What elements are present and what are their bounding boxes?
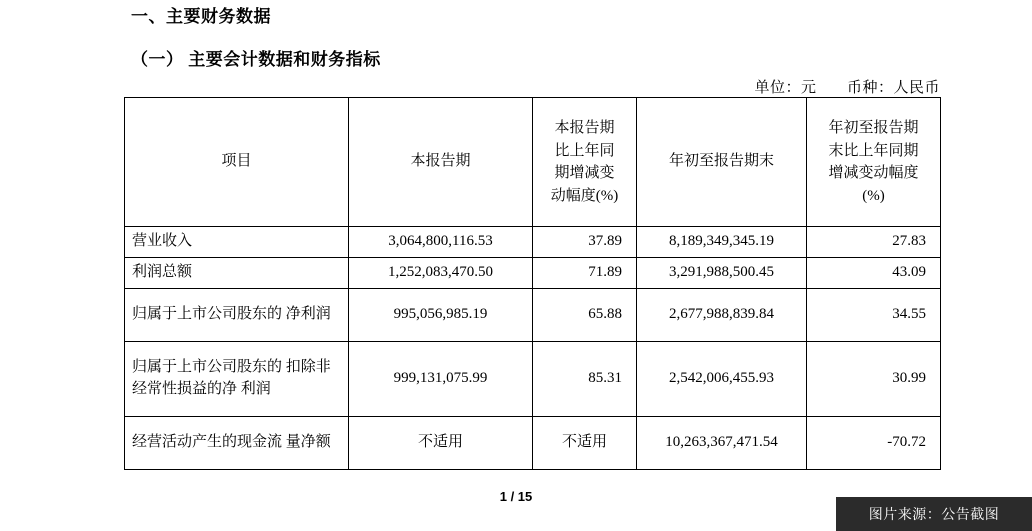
row-current-period: 不适用	[349, 417, 533, 470]
page-number: 1 / 15	[499, 489, 533, 504]
row-ytd: 10,263,367,471.54	[637, 417, 807, 470]
row-current-period-change: 85.31	[533, 342, 637, 417]
header-line: 动幅度(%)	[550, 187, 619, 204]
section-subtitle: （一） 主要会计数据和财务指标	[131, 50, 381, 69]
row-current-period-change: 不适用	[533, 417, 637, 470]
row-current-period: 1,252,083,470.50	[349, 258, 533, 289]
row-item-label	[125, 417, 349, 470]
row-item-line: 归属于上市公司股东的	[132, 306, 283, 323]
row-ytd-change: 27.83	[807, 227, 941, 258]
row-current-period: 995,056,985.19	[349, 289, 533, 342]
row-current-period-change: 65.88	[533, 289, 637, 342]
row-item-line: 营业收入	[132, 233, 193, 250]
header-line: 末比上年同期	[828, 142, 919, 159]
row-ytd: 8,189,349,345.19	[637, 227, 807, 258]
row-item-line: 经营活动产生的现金流	[132, 434, 283, 451]
table-row	[125, 258, 941, 289]
row-current-period: 999,131,075.99	[349, 342, 533, 417]
row-item-line: 净利润	[285, 306, 331, 323]
row-ytd: 2,677,988,839.84	[637, 289, 807, 342]
row-current-period: 3,064,800,116.53	[349, 227, 533, 258]
table-row	[125, 417, 941, 470]
table-row	[125, 227, 941, 258]
row-item-label	[125, 289, 349, 342]
header-line: 年初至报告期	[828, 120, 919, 136]
table-header-row	[125, 98, 941, 227]
unit-currency-line	[754, 76, 940, 97]
header-line: 本报告期	[554, 120, 615, 136]
row-item-label	[125, 342, 349, 417]
row-item-line: 利润	[240, 381, 271, 397]
header-ytd-change	[807, 98, 941, 227]
row-current-period-change: 71.89	[533, 258, 637, 289]
header-current-period: 本报告期	[349, 98, 533, 227]
row-item-line: 利润总额	[132, 264, 193, 281]
header-item: 项目	[125, 98, 349, 227]
page-title: 一、主要财务数据	[131, 7, 271, 26]
table-row	[125, 289, 941, 342]
header-line: (%)	[862, 187, 885, 204]
header-line: 期增减变	[554, 165, 615, 181]
row-item-label	[125, 258, 349, 289]
header-ytd: 年初至报告期末	[637, 98, 807, 227]
row-current-period-change: 37.89	[533, 227, 637, 258]
row-ytd: 3,291,988,500.45	[637, 258, 807, 289]
row-item-label	[125, 227, 349, 258]
row-item-line: 归属于上市公司股东的	[132, 359, 283, 376]
source-badge: 图片来源：公告截图	[836, 497, 1032, 531]
row-ytd: 2,542,006,455.93	[637, 342, 807, 417]
header-line: 比上年同	[554, 142, 615, 159]
financial-data-table	[124, 97, 941, 470]
row-ytd-change: 43.09	[807, 258, 941, 289]
header-line: 增减变动幅度	[828, 165, 919, 181]
row-item-line: 量净额	[285, 434, 331, 451]
row-ytd-change: 34.55	[807, 289, 941, 342]
row-ytd-change: 30.99	[807, 342, 941, 417]
unit-label: 单位：元	[754, 80, 817, 96]
header-current-period-change	[533, 98, 637, 227]
currency-label: 币种：人民币	[846, 80, 940, 96]
row-ytd-change: -70.72	[807, 417, 941, 470]
row-item-line: 扣除非经常性损益的净	[132, 359, 331, 397]
table-row	[125, 342, 941, 417]
